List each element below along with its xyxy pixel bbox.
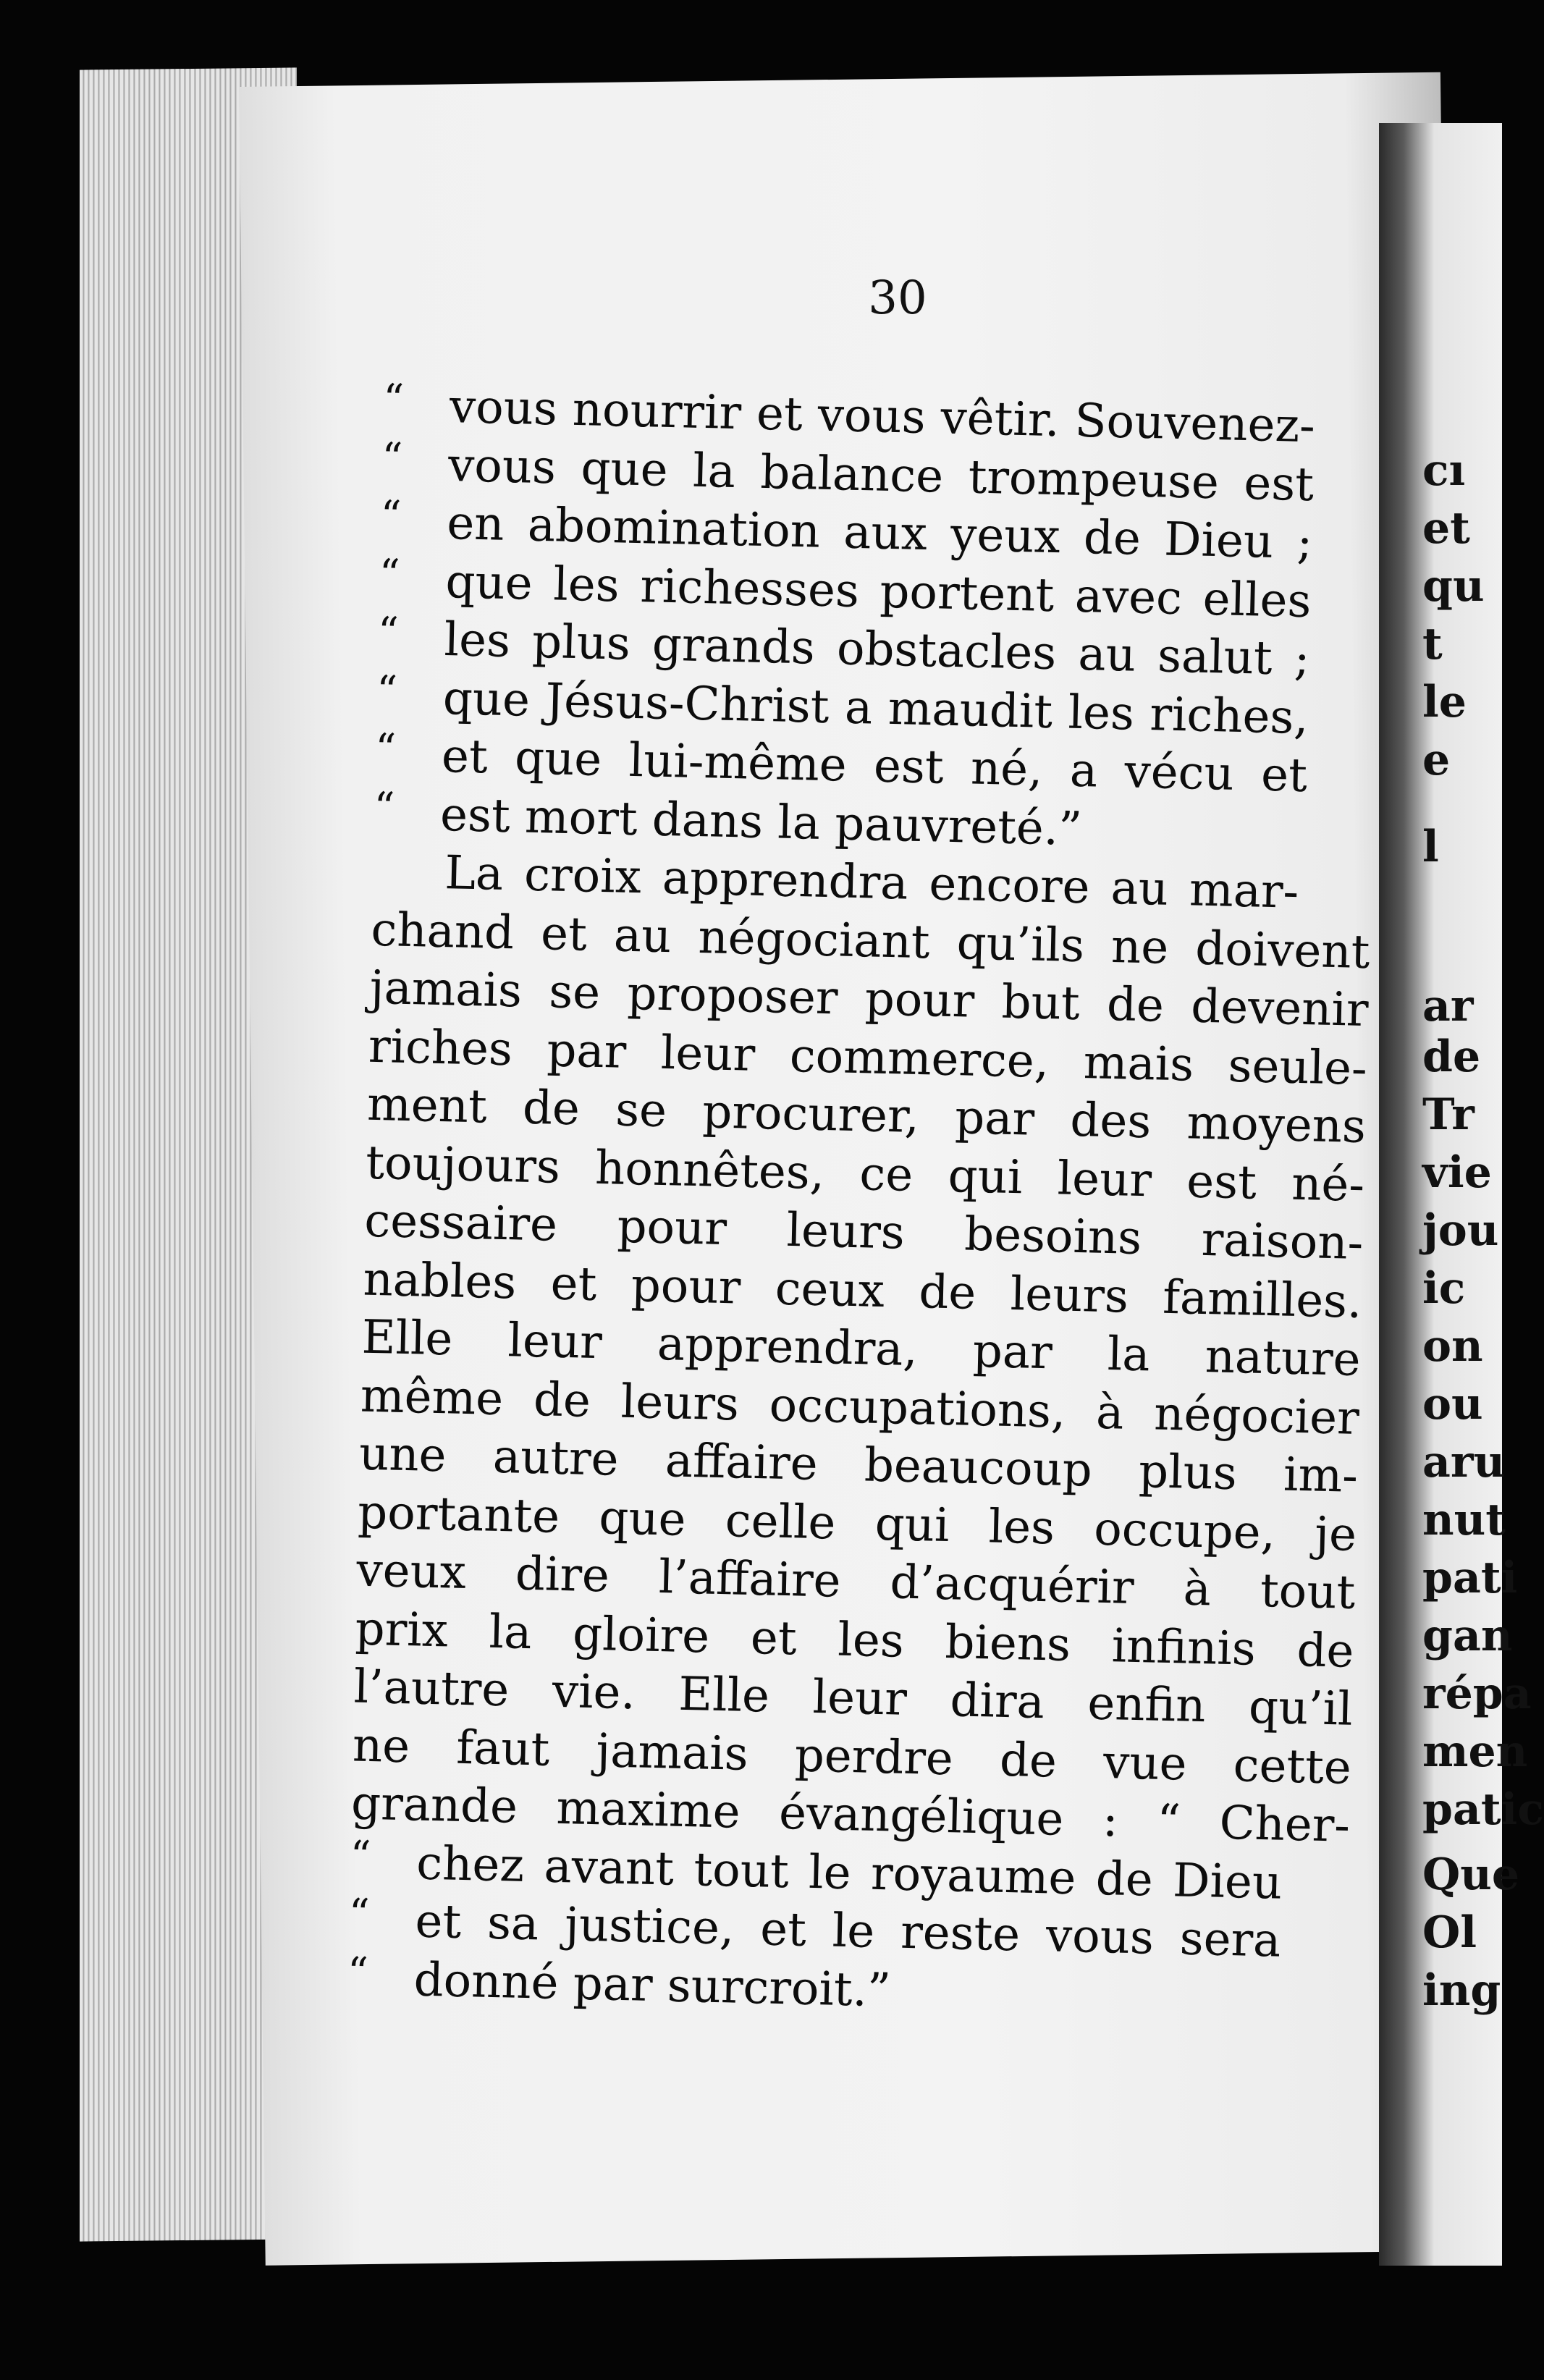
- text-line-content: portante que celle qui les occupe, je: [357, 1485, 1357, 1562]
- facing-page-edge: [1379, 123, 1544, 2266]
- facing-page-fragment: nut: [1422, 1495, 1506, 1545]
- facing-page-fragment: et: [1422, 503, 1470, 554]
- text-line-content: vous que la balance trompeuse est: [447, 438, 1315, 512]
- page-number: 30: [868, 271, 927, 325]
- text-line-content: ne faut jamais perdre de vue cette: [352, 1718, 1352, 1795]
- text-line-content: et que lui-même est né, a vécu et: [441, 729, 1308, 803]
- text-line-content: La croix apprendra encore au mar-: [444, 846, 1299, 919]
- text-line-content: même de leurs occupations, à négocier: [360, 1369, 1360, 1446]
- facing-page-fragment: ar: [1422, 981, 1474, 1031]
- page-text: [347, 376, 1383, 2030]
- text-line-content: ment de se procurer, par des moyens: [366, 1077, 1367, 1155]
- text-line-content: nables et pour ceux de leurs familles.: [362, 1252, 1363, 1329]
- text-line-content: chez avant tout le royaume de Dieu: [415, 1836, 1283, 1910]
- text-line-content: que Jésus-Christ a maudit les riches,: [442, 671, 1309, 745]
- facing-page-fragment: aru: [1422, 1437, 1506, 1488]
- text-line-content: grande maxime évangélique : “ Cher-: [350, 1776, 1351, 1853]
- text-line-content: toujours honnêtes, ce qui leur est né-: [365, 1136, 1365, 1212]
- text-line-content: et sa justice, et le reste vous sera: [414, 1894, 1282, 1968]
- text-line-content: les plus grands obstacles au salut ;: [443, 613, 1311, 687]
- text-line-content: jamais se proposer pour but de devenir: [368, 961, 1370, 1038]
- facing-page-fragment: e: [1422, 735, 1451, 785]
- facing-page-fragment: ou: [1422, 1379, 1483, 1430]
- text-line-content: en abomination aux yeux de Dieu ;: [446, 497, 1313, 570]
- facing-page-fragment: le: [1422, 677, 1467, 727]
- facing-page-fragment: répa: [1422, 1668, 1532, 1719]
- facing-page-fragment: Ol: [1422, 1907, 1477, 1958]
- facing-page-fragment: qu: [1422, 561, 1485, 612]
- text-line-content: prix la gloire et les biens infinis de: [354, 1602, 1355, 1679]
- text-line-content: une autre affaire beaucoup plus im-: [358, 1427, 1359, 1503]
- text-line-content: est mort dans la pauvreté.”: [439, 788, 1083, 856]
- facing-page-fragment: t: [1422, 619, 1443, 670]
- facing-page-fragment: ic: [1422, 1263, 1466, 1314]
- facing-page-fragment: patic: [1422, 1784, 1544, 1835]
- text-line-content: vous nourrir et vous vêtir. Souvenez-: [449, 380, 1316, 454]
- text-line-content: que les richesses portent avec elles: [444, 554, 1312, 628]
- facing-page-fragment: vie: [1422, 1147, 1492, 1198]
- facing-page-fragment: men: [1422, 1726, 1528, 1777]
- text-line-content: l’autre vie. Elle leur dira enfin qu’il: [353, 1660, 1354, 1737]
- text-line-content: donné par surcroit.”: [413, 1953, 892, 2017]
- facing-page-fragment: gan: [1422, 1611, 1513, 1661]
- facing-page-fragment: Tr: [1422, 1089, 1475, 1140]
- facing-page-fragment: pati: [1422, 1553, 1518, 1603]
- text-line-content: veux dire l’affaire d’acquérir à tout: [355, 1543, 1357, 1620]
- text-line-content: chand et au négociant qu’ils ne doivent: [370, 903, 1371, 979]
- facing-page-fragment: on: [1422, 1321, 1483, 1372]
- facing-page-fragment: ing: [1422, 1965, 1501, 2016]
- text-line-content: cessaire pour leurs besoins raison-: [363, 1194, 1364, 1270]
- facing-page-fragment: cı: [1422, 445, 1466, 496]
- facing-page-fragment: l: [1422, 822, 1439, 872]
- text-line-content: Elle leur apprendra, par la nature: [361, 1310, 1362, 1387]
- text-line-content: riches par leur commerce, mais seule-: [368, 1019, 1368, 1096]
- facing-page-fragment: de: [1422, 1031, 1481, 1082]
- facing-page-fragment: jou: [1422, 1205, 1499, 1256]
- facing-page-fragment: Que: [1422, 1849, 1520, 1900]
